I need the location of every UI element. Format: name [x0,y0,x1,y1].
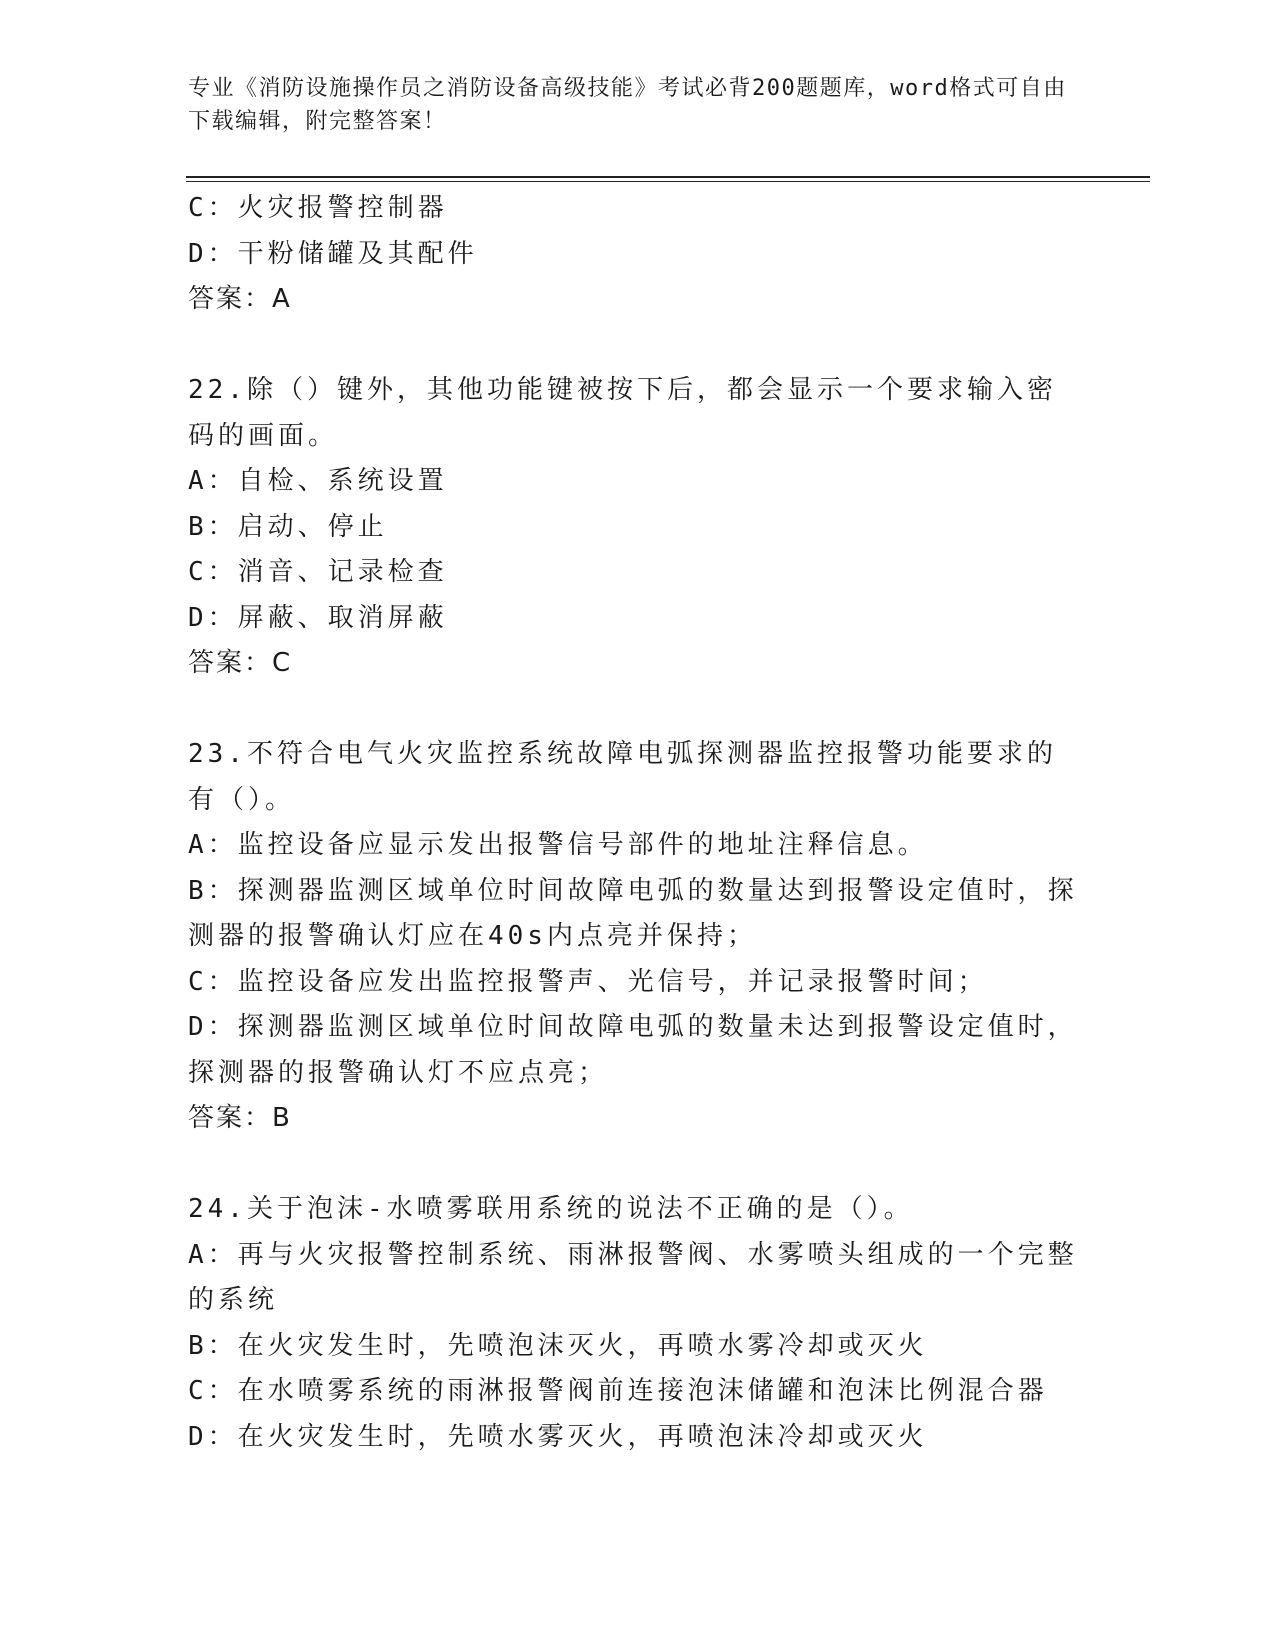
header-text: 专业《消防设施操作员之消防设备高级技能》考试必背200题题库，word格式可自由下载编辑，附完整答案！ [188,76,1067,134]
option-d: D：屏蔽、取消屏蔽 [188,602,448,633]
option-c: C：在水喷雾系统的雨淋报警阀前连接泡沫储罐和泡沫比例混合器 [188,1376,1048,1406]
option-a: A：监控设备应显示发出报警信号部件的地址注释信息。 [188,830,928,860]
question-stem: 24.关于泡沫-水喷雾联用系统的说法不正确的是（）。 [188,1194,914,1224]
question-list [188,186,1078,1460]
question-21-tail [188,186,1078,323]
header-divider [186,176,1150,182]
answer-line: 答案：B [188,1103,292,1133]
question-24 [188,1187,1078,1460]
question-stem: 23.不符合电气火灾监控系统故障电弧探测器监控报警功能要求的有（）。 [188,739,1057,815]
option-d: D：探测器监测区域单位时间故障电弧的数量未达到报警设定值时，探测器的报警确认灯不应点亮； [188,1012,1078,1088]
option-d: D：在火灾发生时，先喷水雾灭火，再喷泡沫冷却或灭火 [188,1421,928,1452]
answer-line: 答案：A [188,284,292,314]
question-22 [188,368,1078,687]
document-header [188,72,1068,138]
option-b: B：探测器监测区域单位时间故障电弧的数量达到报警设定值时，探测器的报警确认灯应在40s内点亮并保持； [188,875,1078,951]
option-a: A：自检、系统设置 [188,466,448,496]
option-d: D：干粉储罐及其配件 [188,238,478,269]
option-b: B：在火灾发生时，先喷泡沫灭火，再喷水雾冷却或灭火 [188,1330,928,1361]
option-b: B：启动、停止 [188,511,388,542]
question-23 [188,732,1078,1142]
spacer [188,687,1078,733]
option-c: C：火灾报警控制器 [188,193,448,223]
option-c: C：监控设备应发出监控报警声、光信号，并记录报警时间； [188,966,988,997]
option-a: A：再与火灾报警控制系统、雨淋报警阀、水雾喷头组成的一个完整的系统 [188,1239,1078,1315]
question-stem: 22.除（）键外，其他功能键被按下后，都会显示一个要求输入密码的画面。 [188,375,1057,451]
spacer [188,1142,1078,1188]
spacer [188,323,1078,369]
answer-line: 答案：C [188,648,293,678]
option-c: C：消音、记录检查 [188,557,448,587]
